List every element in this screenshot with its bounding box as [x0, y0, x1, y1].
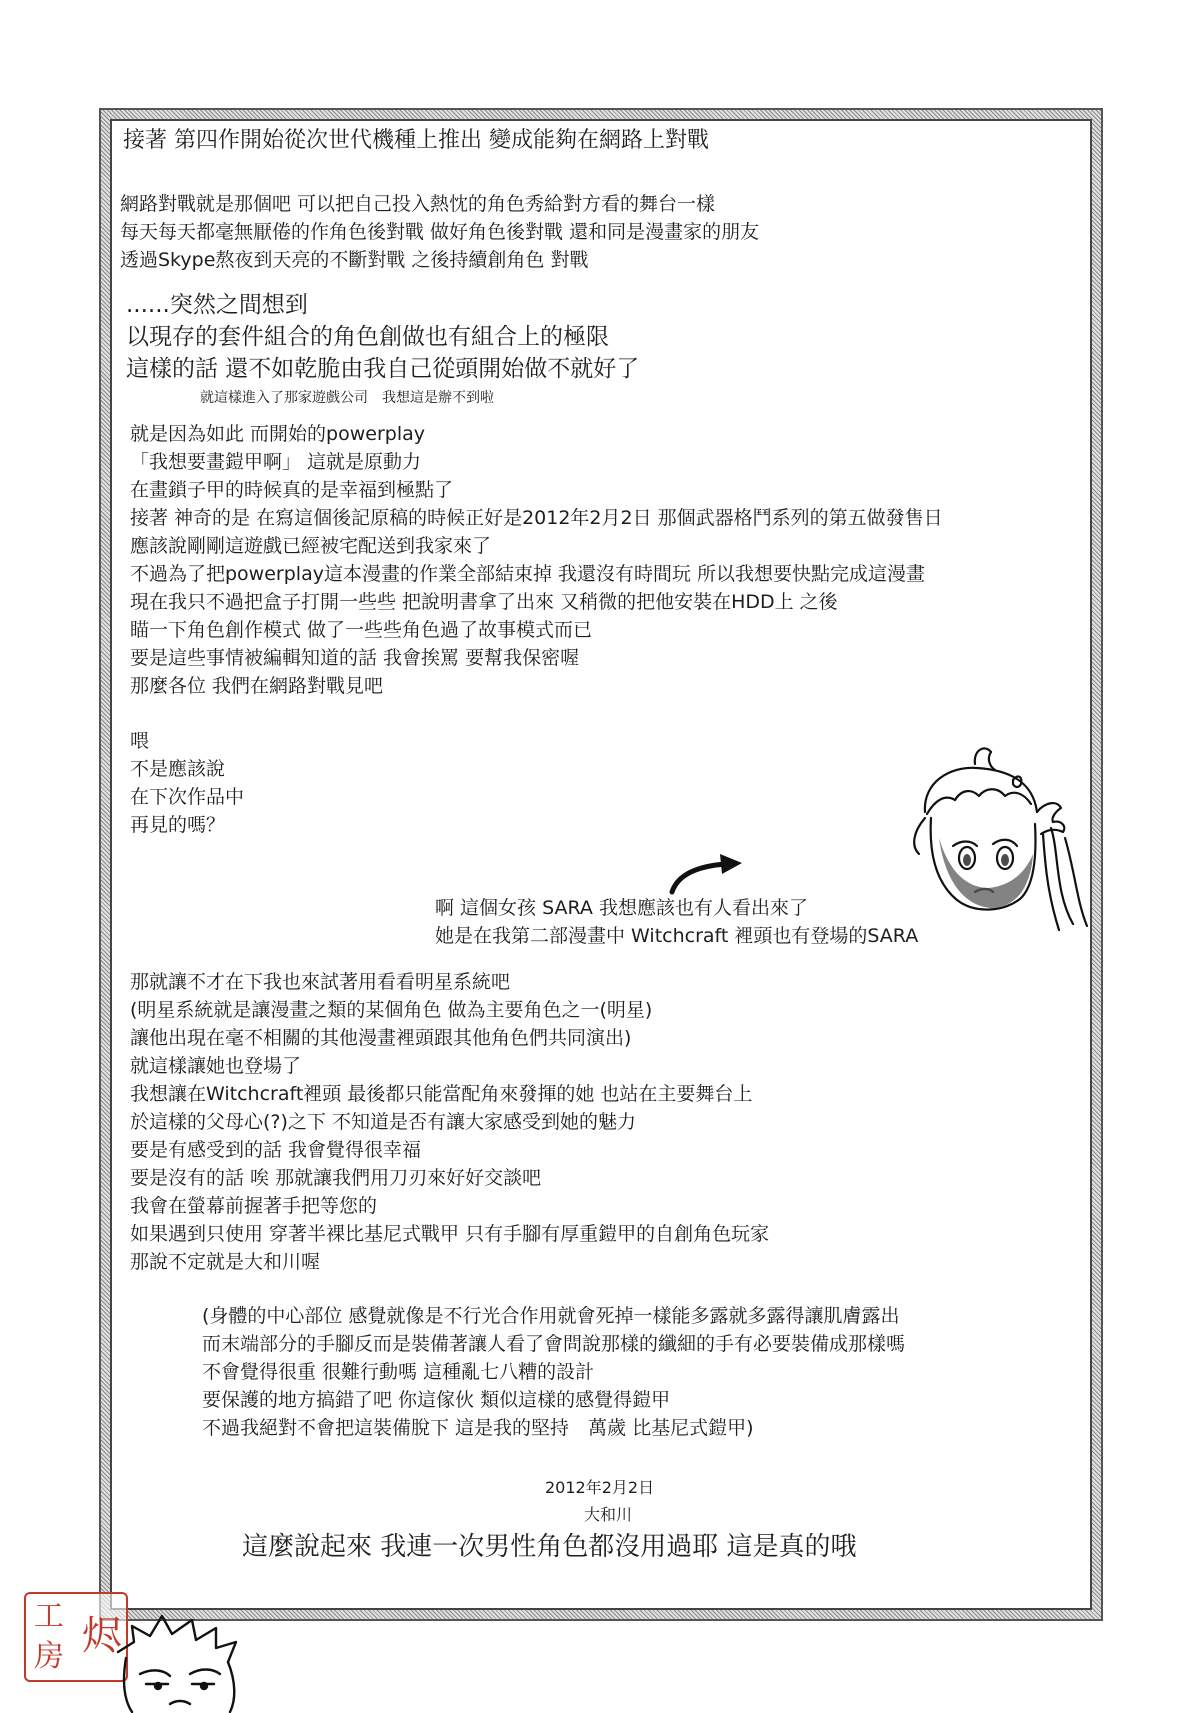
text-line: 再見的嗎？ — [130, 814, 226, 836]
text-line: 網路對戰就是那個吧 可以把自己投入熱忱的角色秀給對方看的舞台一樣 — [120, 193, 716, 215]
text-line: 我想讓在Witchcraft裡頭 最後都只能當配角來發揮的她 也站在主要舞台上 — [130, 1083, 753, 1105]
text-line: 不過我絕對不會把這裝備脫下 這是我的堅持 萬歲 比基尼式鎧甲) — [202, 1417, 754, 1439]
doodle-face-illustration — [112, 1612, 272, 1712]
text-line: 每天每天都毫無厭倦的作角色後對戰 做好角色後對戰 還和同是漫畫家的朋友 — [120, 221, 760, 243]
text-line: 不過為了把powerplay這本漫畫的作業全部結束掉 我還沒有時間玩 所以我想要快點完成這漫畫 — [130, 563, 926, 585]
sara-chibi-illustration — [905, 742, 1095, 942]
text-line: ......突然之間想到 — [126, 292, 308, 318]
paragraph-powerplay — [130, 420, 943, 700]
text-line: 以現存的套件組合的角色創做也有組合上的極限 — [126, 324, 609, 350]
text-line: 應該說剛剛這遊戲已經被宅配送到我家來了 — [130, 535, 492, 557]
sara-note — [435, 894, 918, 950]
paragraph-see-you — [130, 727, 244, 839]
text-line: 不是應該說 — [130, 758, 226, 780]
text-line: 不會覺得很重 很難行動嗎 這種亂七八糟的設計 — [202, 1361, 595, 1383]
closing-line: 這麼說起來 我連一次男性角色都沒用過耶 這是真的哦 — [242, 1532, 857, 1562]
text-line: 要是有感受到的話 我會覺得很幸福 — [130, 1139, 422, 1161]
stamp-char: 烬 — [82, 1613, 122, 1659]
curved-arrow-icon — [668, 852, 748, 896]
text-line: 現在我只不過把盒子打開一些些 把說明書拿了出來 又稍微的把他安裝在HDD上 之後 — [130, 591, 838, 613]
text-line: 要是這些事情被編輯知道的話 我會挨罵 要幫我保密喔 — [130, 647, 580, 669]
text-line: 而末端部分的手腳反而是裝備著讓人看了會問說那樣的纖細的手有必要裝備成那樣嗎 — [202, 1333, 906, 1355]
text-line: 接著 神奇的是 在寫這個後記原稿的時候正好是2012年2月2日 那個武器格鬥系列的第五做發售日 — [130, 507, 943, 529]
text-line: 在畫鎖子甲的時候真的是幸福到極點了 — [130, 479, 454, 501]
paragraph-sudden-thought — [126, 289, 639, 385]
text-line: 那麼各位 我們在網路對戰見吧 — [130, 675, 384, 697]
text-line: 「我想要畫鎧甲啊」 這就是原動力 — [130, 451, 422, 473]
text-line: 讓他出現在毫不相關的其他漫畫裡頭跟其他角色們共同演出) — [130, 1027, 632, 1049]
paragraph-online-battle — [120, 190, 759, 274]
stamp-char: 工 — [34, 1599, 64, 1634]
date-signature: 2012年2月2日 — [545, 1478, 655, 1497]
text-line: 就這樣讓她也登場了 — [130, 1055, 302, 1077]
small-aside-note: 就這樣進入了那家遊戲公司 我想這是辦不到啦 — [200, 390, 494, 406]
text-line: (明星系統就是讓漫畫之類的某個角色 做為主要角色之一(明星) — [130, 999, 653, 1021]
heading: 接著 第四作開始從次世代機種上推出 變成能夠在網路上對戰 — [123, 128, 709, 153]
text-line: 那就讓不才在下我也來試著用看看明星系統吧 — [130, 971, 511, 993]
text-line: 要保護的地方搞錯了吧 你這傢伙 類似這樣的感覺得鎧甲 — [202, 1389, 671, 1411]
text-line: 啊 這個女孩 SARA 我想應該也有人看出來了 — [435, 897, 808, 919]
text-line: 這樣的話 還不如乾脆由我自己從頭開始做不就好了 — [126, 356, 640, 382]
paragraph-star-system — [130, 968, 769, 1276]
text-line: 喂 — [130, 730, 150, 752]
text-line: (身體的中心部位 感覺就像是不行光合作用就會死掉一樣能多露就多露得讓肌膚露出 — [202, 1305, 900, 1327]
text-line: 我會在螢幕前握著手把等您的 — [130, 1195, 378, 1217]
stamp-char: 房 — [34, 1639, 64, 1674]
text-line: 如果遇到只使用 穿著半裸比基尼式戰甲 只有手腳有厚重鎧甲的自創角色玩家 — [130, 1223, 770, 1245]
text-line: 在下次作品中 — [130, 786, 245, 808]
text-line: 那說不定就是大和川喔 — [130, 1251, 321, 1273]
author-signature: 大和川 — [584, 1505, 633, 1524]
text-line: 於這樣的父母心(?)之下 不知道是否有讓大家感受到她的魅力 — [130, 1111, 636, 1133]
text-line: 她是在我第二部漫畫中 Witchcraft 裡頭也有登場的SARA — [435, 925, 919, 947]
text-line: 透過Skype熬夜到天亮的不斷對戰 之後持續創角色 對戰 — [120, 249, 589, 271]
text-line: 要是沒有的話 唉 那就讓我們用刀刃來好好交談吧 — [130, 1167, 542, 1189]
paragraph-bikini-armor — [202, 1302, 905, 1442]
text-line: 瞄一下角色創作模式 做了一些些角色過了故事模式而已 — [130, 619, 593, 641]
text-line: 就是因為如此 而開始的powerplay — [130, 423, 425, 445]
